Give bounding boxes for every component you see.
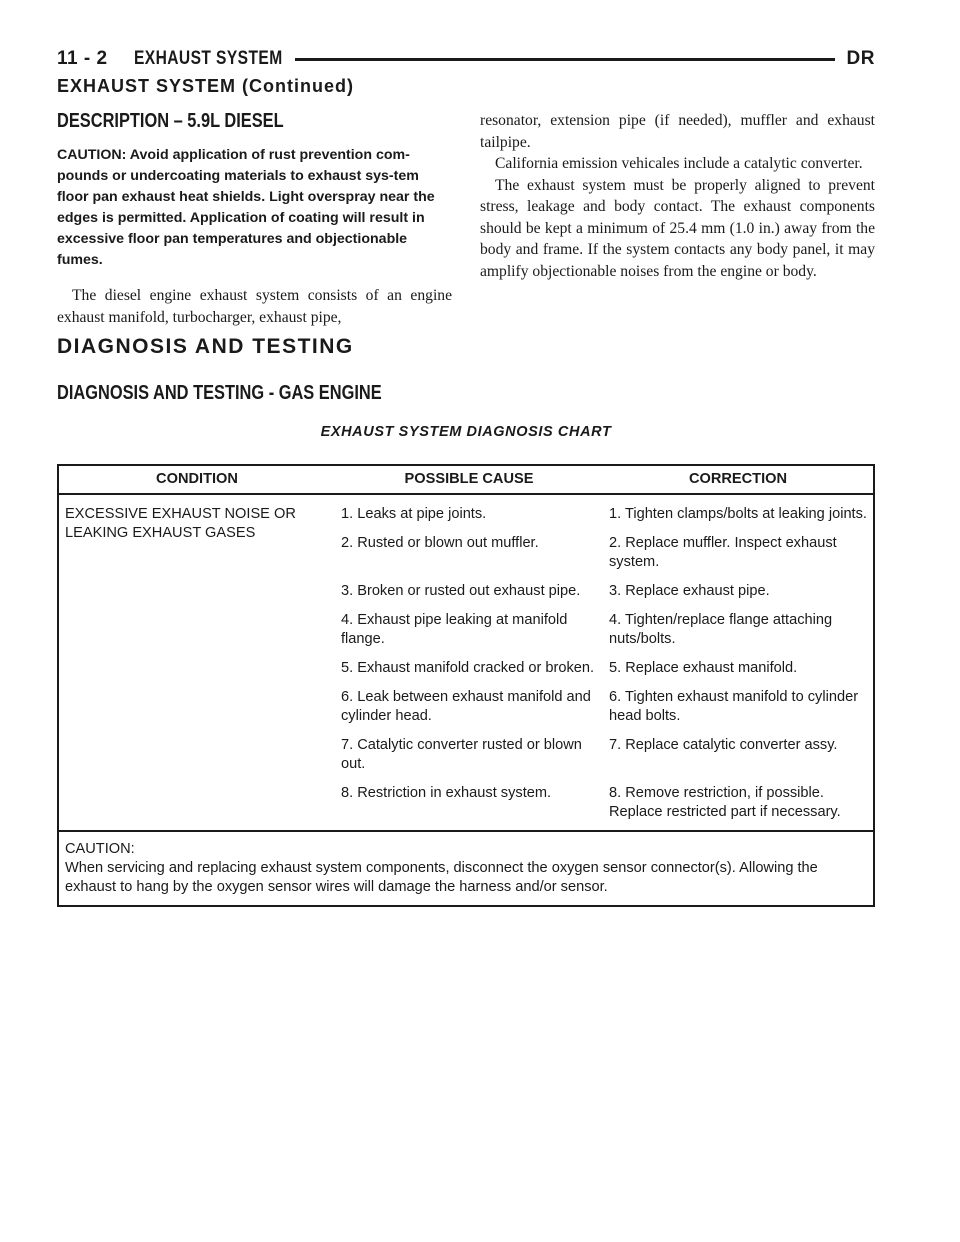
cause-cell: 6. Leak between exhaust manifold and cylinder head. xyxy=(341,689,591,724)
description-paragraph-1-continued: resonator, extension pipe (if needed), muffler and exhaust tailpipe. xyxy=(480,112,875,151)
table-caution-cell xyxy=(58,831,874,906)
left-column xyxy=(57,110,452,328)
cause-cell: 5. Exhaust manifold cracked or broken. xyxy=(341,660,595,676)
condition-cell: EXCESSIVE EXHAUST NOISE OR LEAKING EXHAUST GASES xyxy=(65,506,296,541)
cause-cell: 4. Exhaust pipe leaking at manifold flange. xyxy=(341,612,568,647)
caution-note: CAUTION: Avoid application of rust prevention com-pounds or undercoating materials to exhaust sys-tem floor pan exhaust heat shields. Light overspray near the edges is permitted. Application of coating will result in excessive floor pan temperatures and objectionable fumes. xyxy=(57,147,435,268)
description-heading: DESCRIPTION – 5.9L DIESEL xyxy=(57,110,284,132)
diagnosis-table xyxy=(57,464,875,907)
column-header-correction: CORRECTION xyxy=(603,465,874,494)
correction-cell: 2. Replace muffler. Inspect exhaust system. xyxy=(609,535,837,570)
table-header-row xyxy=(58,465,874,494)
correction-cell: 7. Replace catalytic converter assy. xyxy=(609,737,838,753)
vehicle-code: DR xyxy=(846,48,875,69)
diagnosis-subheading: DIAGNOSIS AND TESTING - GAS ENGINE xyxy=(57,382,382,404)
correction-cell: 3. Replace exhaust pipe. xyxy=(609,583,770,599)
column-header-condition: CONDITION xyxy=(58,465,335,494)
description-paragraph-2: California emission vehicales include a catalytic converter. xyxy=(495,155,863,172)
correction-cell: 6. Tighten exhaust manifold to cylinder head bolts. xyxy=(609,689,859,724)
column-header-cause: POSSIBLE CAUSE xyxy=(335,465,603,494)
description-paragraph-3: The exhaust system must be properly aligned to prevent stress, leakage and body contact. The exhaust components should be kept a minimum of 25.4 mm (1.0 in.) away from the body and frame. If the system contacts any body panel, it may amplify objectionable noises from the engine or body. xyxy=(480,176,875,280)
table-caution-text: When servicing and replacing exhaust system components, disconnect the oxygen sensor connector(s). Allowing the exhaust to hang by the oxygen sensor wires will damage the harness and/or sensor. xyxy=(65,860,818,895)
section-title: EXHAUST SYSTEM xyxy=(133,48,283,69)
correction-cell: 8. Remove restriction, if possible. Replace restricted part if necessary. xyxy=(609,785,841,820)
header-rule xyxy=(295,58,835,61)
cause-cell: 2. Rusted or blown out muffler. xyxy=(341,535,539,551)
continued-heading: EXHAUST SYSTEM (Continued) xyxy=(57,76,354,96)
page-header xyxy=(57,44,875,74)
table-caution-label: CAUTION: xyxy=(65,841,135,857)
cause-cell: 1. Leaks at pipe joints. xyxy=(341,506,487,522)
correction-cell: 5. Replace exhaust manifold. xyxy=(609,660,798,676)
chart-title: EXHAUST SYSTEM DIAGNOSIS CHART xyxy=(320,424,612,440)
table-row xyxy=(58,494,874,528)
right-column xyxy=(480,110,875,282)
correction-cell: 1. Tighten clamps/bolts at leaking joints. xyxy=(609,506,867,522)
description-paragraph-1: The diesel engine exhaust system consists of an engine exhaust manifold, turbocharger, exhaust pipe, xyxy=(57,287,452,326)
cause-cell: 7. Catalytic converter rusted or blown out. xyxy=(341,737,582,772)
page-number: 11 - 2 xyxy=(57,48,108,69)
table-caution-row xyxy=(58,831,874,906)
cause-cell: 3. Broken or rusted out exhaust pipe. xyxy=(341,583,581,599)
diagnosis-heading: DIAGNOSIS AND TESTING xyxy=(57,335,354,358)
cause-cell: 8. Restriction in exhaust system. xyxy=(341,785,552,801)
correction-cell: 4. Tighten/replace flange attaching nuts/bolts. xyxy=(609,612,833,647)
